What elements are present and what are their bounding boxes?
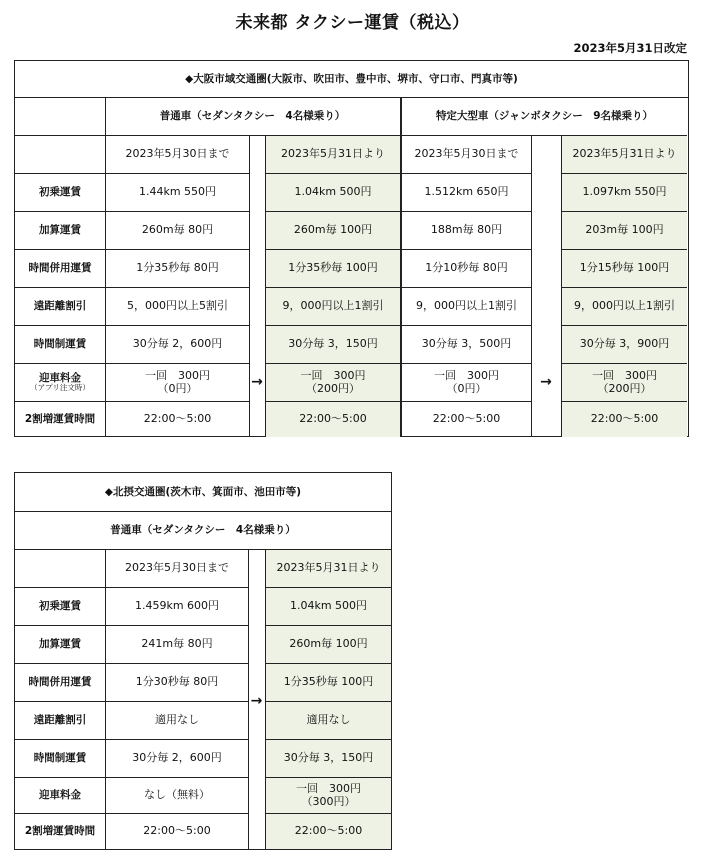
osaka-large-before-initial: 1.512km 650円 bbox=[402, 173, 531, 211]
osaka-label-time-combined-fare: 時間併用運賃 bbox=[15, 249, 106, 287]
osaka-regular-after-initial: 1.04km 500円 bbox=[265, 173, 400, 211]
hokusetsu-label-night-surcharge: 2割増運賃時間 bbox=[15, 813, 106, 849]
osaka-regular-after-label: 2023年5月31日より bbox=[265, 135, 400, 173]
hokusetsu-after-label: 2023年5月31日より bbox=[265, 549, 391, 587]
hokusetsu-after-initial: 1.04km 500円 bbox=[265, 587, 391, 625]
hokusetsu-after-discount: 適用なし bbox=[265, 701, 391, 739]
hokusetsu-label-pickup-fee: 迎車料金 bbox=[15, 777, 106, 813]
hokusetsu-label-hourly-fare: 時間制運賃 bbox=[15, 739, 106, 777]
osaka-large-before-added: 188m毎 80円 bbox=[402, 211, 531, 249]
osaka-regular-before-hourly: 30分毎 2，600円 bbox=[106, 325, 249, 363]
osaka-regular-after-pickup: 一回 300円 （200円） bbox=[265, 363, 400, 401]
osaka-regular-before-added: 260m毎 80円 bbox=[106, 211, 249, 249]
osaka-large-change-arrow: → bbox=[540, 373, 552, 390]
osaka-label-initial-fare: 初乗運賃 bbox=[15, 173, 106, 211]
osaka-large-after-added: 203m毎 100円 bbox=[561, 211, 687, 249]
osaka-regular-before-discount: 5，000円以上5割引 bbox=[106, 287, 249, 325]
hokusetsu-before-discount: 適用なし bbox=[106, 701, 248, 739]
osaka-regular-after-added: 260m毎 100円 bbox=[265, 211, 400, 249]
revision-date: 2023年5月31日改定 bbox=[573, 41, 687, 55]
hokusetsu-after-night: 22:00～5:00 bbox=[265, 813, 391, 849]
osaka-label-hourly-fare: 時間制運賃 bbox=[15, 325, 106, 363]
osaka-large-after-initial: 1.097km 550円 bbox=[561, 173, 687, 211]
osaka-large-before-discount: 9，000円以上1割引 bbox=[402, 287, 531, 325]
hokusetsu-label-header-blank bbox=[15, 549, 106, 587]
osaka-fare-table bbox=[14, 60, 689, 437]
osaka-regular-before-night: 22:00～5:00 bbox=[106, 401, 249, 437]
hokusetsu-fare-table bbox=[14, 472, 392, 850]
osaka-large-after-label: 2023年5月31日より bbox=[561, 135, 687, 173]
hokusetsu-before-time: 1分30秒毎 80円 bbox=[106, 663, 248, 701]
osaka-large-before-night: 22:00～5:00 bbox=[402, 401, 531, 437]
osaka-regular-after-hourly: 30分毎 3，150円 bbox=[265, 325, 400, 363]
osaka-large-before-hourly: 30分毎 3，500円 bbox=[402, 325, 531, 363]
osaka-regular-after-discount: 9，000円以上1割引 bbox=[265, 287, 400, 325]
osaka-large-after-night: 22:00～5:00 bbox=[561, 401, 687, 437]
osaka-label-long-distance-discount: 遠距離割引 bbox=[15, 287, 106, 325]
hokusetsu-before-initial: 1.459km 600円 bbox=[106, 587, 248, 625]
page-title: 未来都 タクシー運賃（税込） bbox=[235, 13, 470, 33]
osaka-regular-panel bbox=[15, 97, 401, 436]
osaka-large-after-pickup: 一回 300円 （200円） bbox=[561, 363, 687, 401]
osaka-label-column-spacer bbox=[15, 98, 106, 135]
hokusetsu-change-arrow: → bbox=[250, 692, 263, 709]
osaka-large-before-pickup: 一回 300円 （0円） bbox=[402, 363, 531, 401]
osaka-regular-after-night: 22:00～5:00 bbox=[265, 401, 400, 437]
osaka-large-header: 特定大型車（ジャンボタクシー 9名様乗り） bbox=[435, 110, 654, 123]
osaka-large-panel bbox=[401, 97, 688, 436]
hokusetsu-before-hourly: 30分毎 2，600円 bbox=[106, 739, 248, 777]
osaka-large-after-time: 1分15秒毎 100円 bbox=[561, 249, 687, 287]
osaka-large-after-hourly: 30分毎 3，900円 bbox=[561, 325, 687, 363]
osaka-regular-after-time: 1分35秒毎 100円 bbox=[265, 249, 400, 287]
hokusetsu-after-pickup: 一回 300円 （300円） bbox=[265, 777, 391, 813]
osaka-regular-before-initial: 1.44km 550円 bbox=[106, 173, 249, 211]
hokusetsu-after-hourly: 30分毎 3，150円 bbox=[265, 739, 391, 777]
hokusetsu-before-night: 22:00～5:00 bbox=[106, 813, 248, 849]
hokusetsu-before-pickup: なし（無料） bbox=[106, 777, 248, 813]
osaka-regular-change-arrow: → bbox=[251, 373, 263, 390]
osaka-area-title: ◆大阪市域交通圏(大阪市、吹田市、豊中市、堺市、守口市、門真市等) bbox=[185, 72, 518, 85]
hokusetsu-after-added: 260m毎 100円 bbox=[265, 625, 391, 663]
osaka-label-night-surcharge: 2割増運賃時間 bbox=[15, 401, 106, 437]
hokusetsu-label-initial-fare: 初乗運賃 bbox=[15, 587, 106, 625]
osaka-large-before-label: 2023年5月30日まで bbox=[402, 135, 531, 173]
osaka-label-pickup-fee: 迎車料金 （アプリ注文時） bbox=[15, 363, 106, 401]
osaka-label-added-fare: 加算運賃 bbox=[15, 211, 106, 249]
hokusetsu-after-time: 1分35秒毎 100円 bbox=[265, 663, 391, 701]
osaka-regular-before-label: 2023年5月30日まで bbox=[106, 135, 249, 173]
osaka-large-before-time: 1分10秒毎 80円 bbox=[402, 249, 531, 287]
hokusetsu-label-time-combined-fare: 時間併用運賃 bbox=[15, 663, 106, 701]
hokusetsu-area-title: ◆北摂交通圏(茨木市、箕面市、池田市等) bbox=[104, 485, 302, 498]
hokusetsu-before-added: 241m毎 80円 bbox=[106, 625, 248, 663]
osaka-regular-header: 普通車（セダンタクシー 4名様乗り） bbox=[159, 110, 346, 123]
osaka-label-header-blank bbox=[15, 135, 106, 173]
hokusetsu-label-added-fare: 加算運賃 bbox=[15, 625, 106, 663]
osaka-large-after-discount: 9，000円以上1割引 bbox=[561, 287, 687, 325]
hokusetsu-before-label: 2023年5月30日まで bbox=[106, 549, 248, 587]
hokusetsu-regular-header: 普通車（セダンタクシー 4名様乗り） bbox=[15, 511, 391, 549]
osaka-regular-before-pickup: 一回 300円 （0円） bbox=[106, 363, 249, 401]
hokusetsu-label-long-distance-discount: 遠距離割引 bbox=[15, 701, 106, 739]
osaka-regular-before-time: 1分35秒毎 80円 bbox=[106, 249, 249, 287]
